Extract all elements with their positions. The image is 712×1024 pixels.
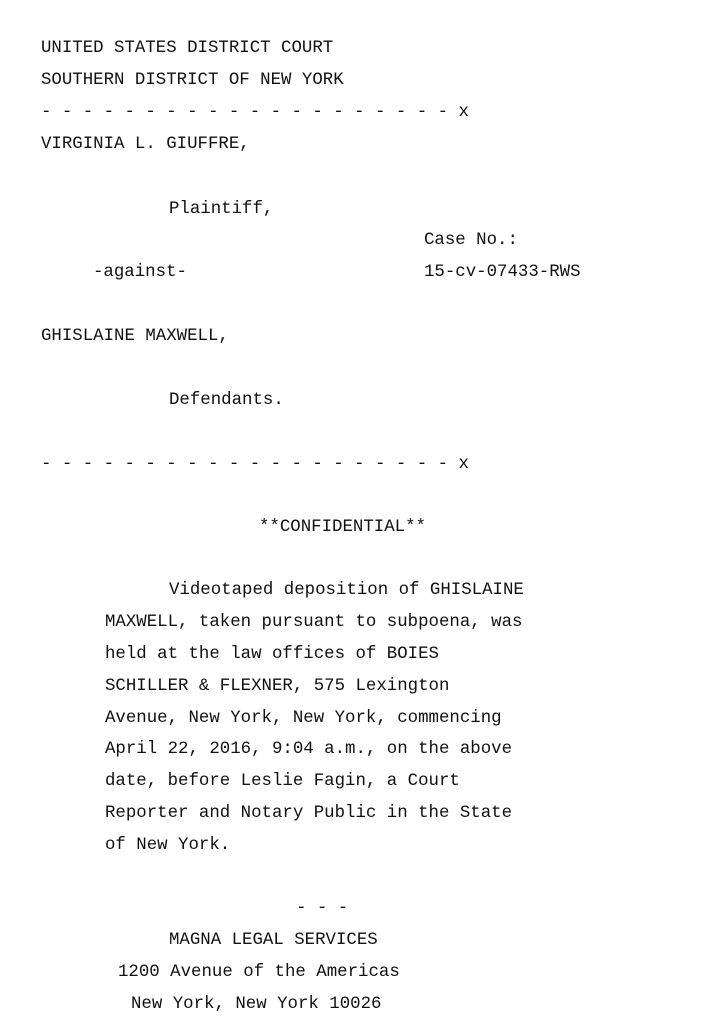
defendant-role: Defendants. (169, 391, 284, 410)
reporting-service-name: MAGNA LEGAL SERVICES (169, 931, 378, 950)
deposition-paragraph-line: held at the law offices of BOIES (105, 645, 439, 664)
confidential-designation: **CONFIDENTIAL** (259, 518, 426, 537)
court-name-line-2: SOUTHERN DISTRICT OF NEW YORK (41, 71, 344, 90)
caption-separator-top: - - - - - - - - - - - - - - - - - - - - x (41, 103, 469, 122)
deposition-paragraph-line: April 22, 2016, 9:04 a.m., on the above (105, 740, 513, 759)
deposition-paragraph-line: Avenue, New York, New York, commencing (105, 709, 502, 728)
case-number-value: 15-cv-07433-RWS (424, 263, 581, 282)
deposition-paragraph-line: date, before Leslie Fagin, a Court (105, 772, 460, 791)
versus-text: -against- (93, 263, 187, 282)
reporting-service-address-line-2: New York, New York 10026 (131, 995, 382, 1014)
plaintiff-role: Plaintiff, (169, 200, 274, 219)
reporting-service-address-line-1: 1200 Avenue of the Americas (118, 963, 400, 982)
deposition-paragraph-line: Videotaped deposition of GHISLAINE (169, 581, 524, 600)
plaintiff-name: VIRGINIA L. GIUFFRE, (41, 135, 250, 154)
defendant-name: GHISLAINE MAXWELL, (41, 327, 229, 346)
case-number-label: Case No.: (424, 231, 518, 250)
section-divider: - - - (296, 899, 349, 918)
deposition-paragraph-line: Reporter and Notary Public in the State (105, 804, 513, 823)
deposition-paragraph-line: of New York. (105, 836, 231, 855)
court-name-line-1: UNITED STATES DISTRICT COURT (41, 39, 334, 58)
caption-separator-bottom: - - - - - - - - - - - - - - - - - - - - x (41, 455, 469, 474)
deposition-paragraph-line: SCHILLER & FLEXNER, 575 Lexington (105, 677, 450, 696)
deposition-paragraph-line: MAXWELL, taken pursuant to subpoena, was (105, 613, 523, 632)
